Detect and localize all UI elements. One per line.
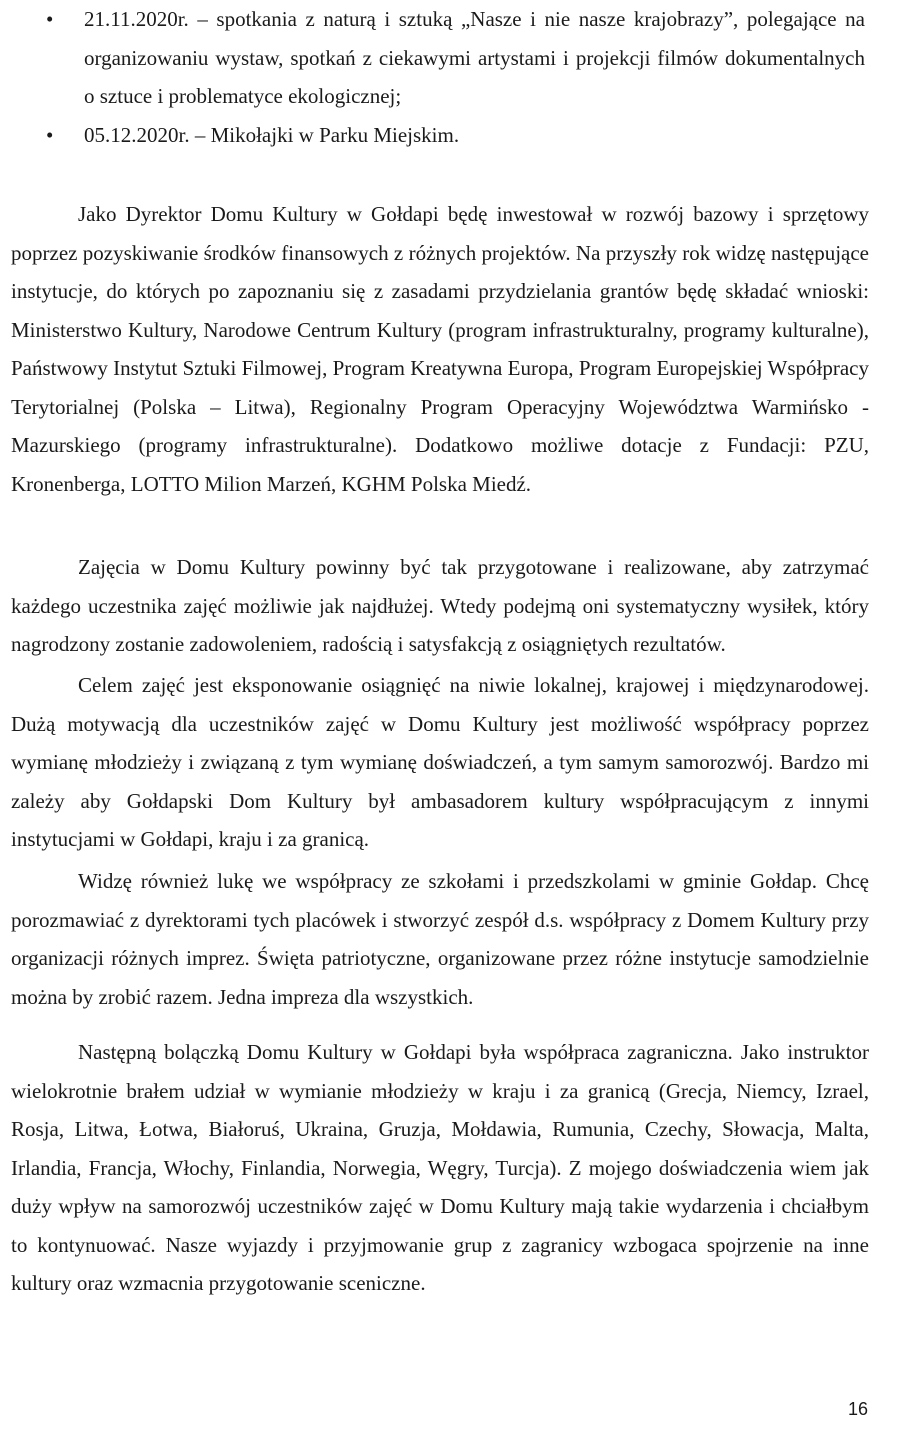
paragraph-international: Następną bolączką Domu Kultury w Gołdapi była współpraca zagraniczna. Jako instruktor wielokrotnie brałem udział w wymianie młodzieży w kraju i za granicą (Grecja, Niemcy, Izrael, Rosja, Litwa, Łotwa, Białoruś, Ukraina, Gruzja, Mołdawia, Rumunia, Czechy, Słowacja, Malta, Irlandia, Francja, Włochy, Finlandia, Norwegia, Węgry, Turcja). Z mojego doświadczenia wiem jak duży wpływ na samorozwój uczestników zajęć w Domu Kultury mają takie wydarzenia i chciałbym to kontynuować. Nasze wyjazdy i przyjmowanie grup z zagranicy wzbogaca spojrzenie na inne kultury oraz wzmacnia przygotowanie sceniczne. <box>11 1040 869 1295</box>
paragraph-goals: Celem zajęć jest eksponowanie osiągnięć na niwie lokalnej, krajowej i międzynarodowej. Dużą motywacją dla uczestników zajęć w Domu Kultury jest możliwość współpracy poprzez wymianę młodzieży i związaną z tym wymianę doświadczeń, a tym samym samorozwój. Bardzo mi zależy aby Gołdapski Dom Kultury był ambasadorem kultury współpracującym z innymi instytucjami w Gołdapi, kraju i za granicą. <box>11 673 869 851</box>
paragraph-classes: Zajęcia w Domu Kultury powinny być tak przygotowane i realizowane, aby zatrzymać każdego uczestnika zajęć możliwie jak najdłużej. Wtedy podejmą oni systematyczny wysiłek, który nagrodzony zostanie zadowoleniem, radością i satysfakcją z osiągniętych rezultatów. <box>11 555 869 656</box>
bullet-item-mikolajki <box>0 116 900 155</box>
paragraph-schools: Widzę również lukę we współpracy ze szkołami i przedszkolami w gminie Gołdap. Chcę porozmawiać z dyrektorami tych placówek i stworzyć zespół d.s. współpracy z Domem Kultury przy organizacji różnych imprez. Święta patriotyczne, organizowane przez różne instytucje samodzielnie można by zrobić razem. Jedna impreza dla wszystkich. <box>11 869 869 1009</box>
bullet-text: 05.12.2020r. – Mikołajki w Parku Miejskim. <box>84 122 460 147</box>
bullet-text: 21.11.2020r. – spotkania z naturą i sztuką „Nasze i nie nasze krajobrazy”, polegające na organizowaniu wystaw, spotkań z ciekawymi artystami i projekcji filmów dokumentalnych o sztuce i problematyce ekologicznej; <box>84 7 865 108</box>
bullet-icon: • <box>46 7 54 31</box>
bullet-icon: • <box>46 122 54 147</box>
bullet-item-nature-art <box>0 0 900 116</box>
event-bullet-list <box>0 0 900 154</box>
paragraph-funding: Jako Dyrektor Domu Kultury w Gołdapi będę inwestował w rozwój bazowy i sprzętowy poprzez pozyskiwanie środków finansowych z różnych projektów. Na przyszły rok widzę następujące instytucje, do których po zapoznaniu się z zasadami przydzielania grantów będę składać wnioski: Ministerstwo Kultury, Narodowe Centrum Kultury (program infrastrukturalny, programy kulturalne), Państwowy Instytut Sztuki Filmowej, Program Kreatywna Europa, Program Europejskiej Współpracy Terytorialnej (Polska – Litwa), Regionalny Program Operacyjny Województwa Warmińsko - Mazurskiego (programy infrastrukturalne). Dodatkowo możliwe dotacje z Fundacji: PZU, Kronenberga, LOTTO Milion Marzeń, KGHM Polska Miedź. <box>11 202 869 496</box>
page-number: 16 <box>847 1399 868 1419</box>
